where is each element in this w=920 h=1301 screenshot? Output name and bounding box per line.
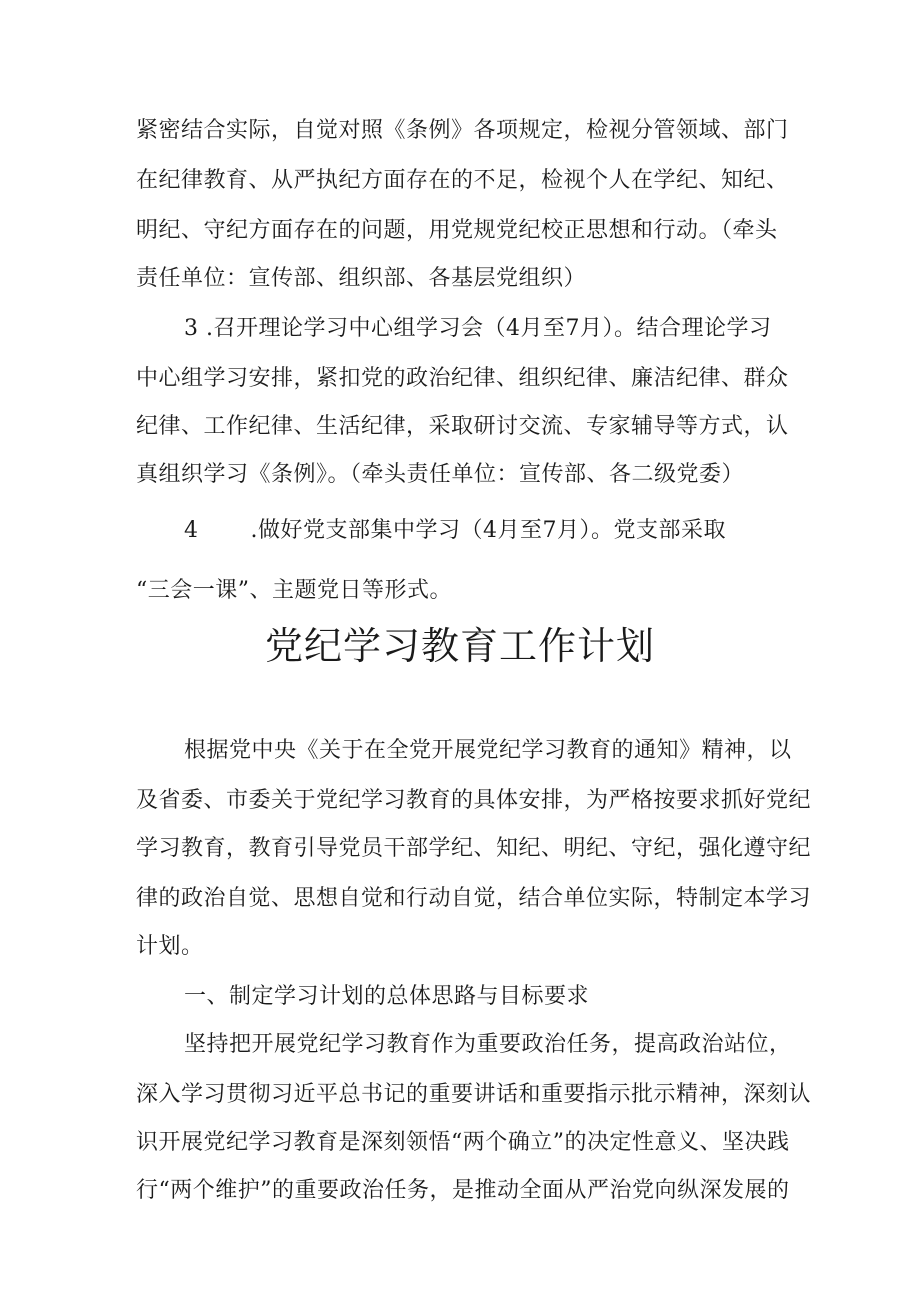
section-body-line: 深入学习贯彻习近平总书记的重要讲话和重要指示批示精神，深刻认 (136, 1082, 812, 1107)
item-3-line: 真组织学习《条例》。（牵头责任单位：宣传部、各二级党委） (136, 462, 745, 487)
section-body-line: 识开展党纪学习教育是深刻领悟“两个确立”的决定性意义、坚决践 (136, 1130, 790, 1155)
section-body-line: 坚持把开展党纪学习教育作为重要政治任务，提高政治站位， (184, 1032, 792, 1057)
item-4-line (184, 516, 834, 546)
intro-line: 律的政治自觉、思想自觉和行动自觉，结合单位实际，特制定本学习 (136, 886, 812, 911)
item-4-line: “三会一课”、主题党日等形式。 (136, 578, 452, 603)
intro-line: 根据党中央《关于在全党开展党纪学习教育的通知》精神，以 (184, 738, 792, 763)
item-3-line: 纪律、工作纪律、生活纪律，采取研讨交流、专家辅导等方式，认 (136, 414, 789, 439)
paragraph-line: 明纪、守纪方面存在的问题，用党规党纪校正思想和行动。（牵头 (136, 218, 778, 243)
section-body-line: 行“两个维护”的重要政治任务，是推动全面从严治党向纵深发展的 (136, 1178, 790, 1203)
document-title: 党纪学习教育工作计划 (264, 624, 655, 668)
item-3-line: 3 .召开理论学习中心组学习会（4月至7月）。结合理论学习 (184, 316, 772, 341)
item-4-text: .做好党支部集中学习（4月至7月）。党支部采取 (250, 518, 726, 543)
item-3-line: 中心组学习安排，紧扣党的政治纪律、组织纪律、廉洁纪律、群众 (136, 366, 789, 391)
intro-line: 学习教育，教育引导党员干部学纪、知纪、明纪、守纪，强化遵守纪 (136, 836, 812, 861)
intro-line: 计划。 (136, 934, 204, 959)
section-heading: 一、制定学习计划的总体思路与目标要求 (184, 984, 590, 1009)
intro-line: 及省委、市委关于党纪学习教育的具体安排，为严格按要求抓好党纪 (136, 788, 812, 813)
item-4-number: 4 (184, 518, 199, 543)
paragraph-line: 在纪律教育、从严执纪方面存在的不足，检视个人在学纪、知纪、 (136, 168, 789, 193)
paragraph-line: 紧密结合实际，自觉对照《条例》各项规定，检视分管领域、部门 (136, 118, 789, 143)
paragraph-line: 责任单位：宣传部、组织部、各基层党组织） (136, 266, 587, 291)
